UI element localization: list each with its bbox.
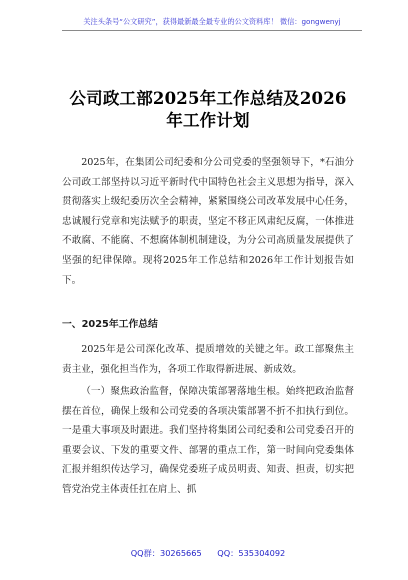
header-banner: 关注头条号“公文研究”，获得最新最全最专业的公文资料库！ 微信：gongwenyj xyxy=(62,14,362,31)
document-title: 公司政工部2025年工作总结及2026年工作计划 xyxy=(69,89,347,130)
section-heading: 一、2025年工作总结 xyxy=(62,319,158,330)
intro-paragraph: 2025年，在集团公司纪委和分公司党委的坚强领导下，*石油分公司政工部坚持以习近平新时代中国特色社会主义思想为指导，深入贯彻落实上级纪委历次全会精神，紧紧围绕公司改革发展中心任务，忠诚履行党章和宪法赋予的职责，坚定不移正风肃纪反腐，一体推进不敢腐、不能腐、不想腐体制机制建设，为分公司高质量发展提供了坚强的纪律保障。现将2025年工作总结和2026年工作计划报告如下。 xyxy=(62,157,354,286)
footer-contact: QQ群：30265665 QQ：535304092 xyxy=(130,548,286,558)
political-supervision-paragraph: （一）聚焦政治监督，保障决策部署落地生根。始终把政治监督摆在首位，确保上级和公司党委的各项决策部署不折不扣执行到位。一是重大事项及时跟进。我们坚持将集团公司纪委和公司党委召开的重要会议、下发的重要文件、部署的重点工作，第一时间向党委集体汇报并组织传达学习，确保党委班子成员明责、知责、担责，切实把管党治党主体责任扛在肩上、抓 xyxy=(62,386,354,495)
summary-paragraph: 2025年是公司深化改革、提质增效的关键之年。政工部聚焦主责主业，强化担当作为，各项工作取得新进展、新成效。 xyxy=(62,344,354,375)
